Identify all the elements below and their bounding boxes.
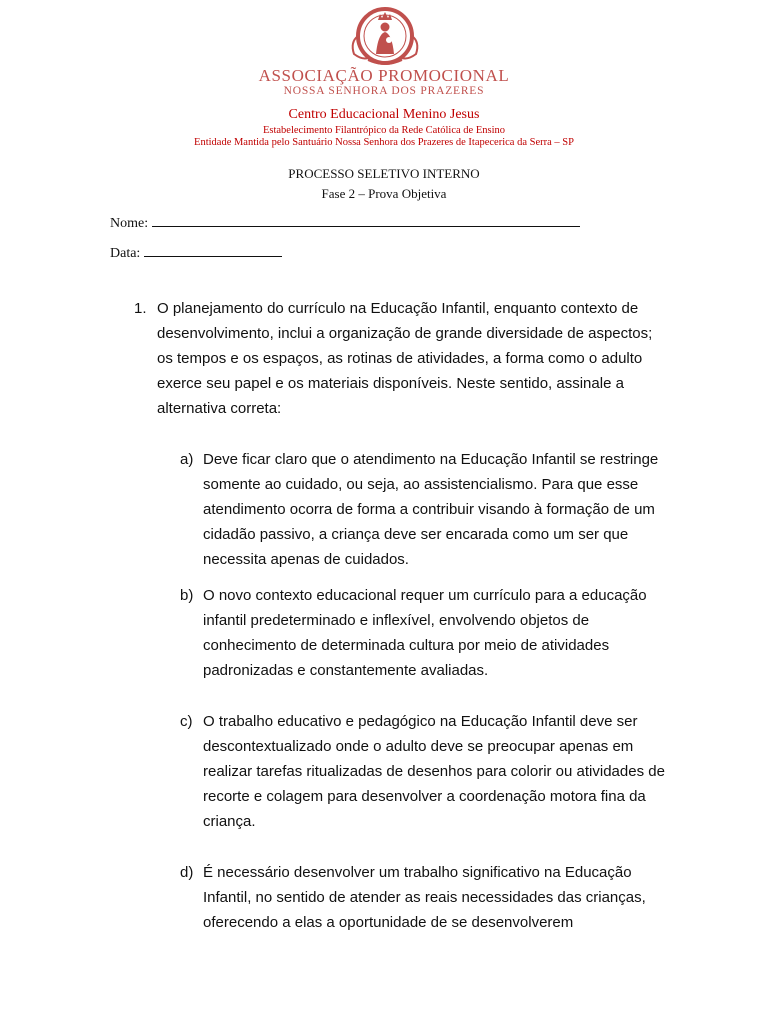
organization-name: ASSOCIAÇÃO PROMOCIONAL: [258, 66, 510, 85]
seal-logo-icon: [338, 2, 432, 72]
date-blank-line[interactable]: [144, 244, 282, 257]
question-text: O planejamento do currículo na Educação Infantil, enquanto contexto de desenvolvimento, inclui a organização de grande diversidade de aspectos; os tempos e os espaços, as rotinas de atividades, a forma como o adulto exerce seu papel e os materiais disponíveis. Neste sentido, assinale a alternativa correta:: [157, 300, 653, 417]
school-maintainer: Entidade Mantida pelo Santuário Nossa Senhora dos Prazeres de Itapecerica da Serra – SP: [194, 137, 574, 148]
name-field: [110, 214, 580, 233]
date-label: Data:: [110, 246, 141, 261]
option-b-text: O novo contexto educacional requer um currículo para a educação infantil predeterminado e inflexível, envolvendo objetos de conhecimento de determinada cultura por meio de atividades padronizadas e constantemente avaliadas.: [203, 587, 647, 679]
option-c-label: c): [180, 713, 193, 730]
option-d-label: d): [180, 864, 194, 881]
option-d-text: É necessário desenvolver um trabalho significativo na Educação Infantil, no sentido de atender as reais necessidades das crianças, oferecendo a elas a oportunidade de se desenvolverem: [203, 864, 646, 931]
exam-subtitle: Fase 2 – Prova Objetiva: [321, 186, 447, 201]
school-description: Estabelecimento Filantrópico da Rede Católica de Ensino: [262, 125, 505, 136]
organization-subtitle: NOSSA SENHORA DOS PRAZERES: [283, 85, 485, 97]
name-blank-line[interactable]: [152, 214, 580, 227]
question-number: 1.: [134, 300, 147, 317]
option-c-text: O trabalho educativo e pedagógico na Educação Infantil deve ser descontextualizado onde o adulto deve se preocupar apenas em realizar tarefas ritualizadas de desenhos para colorir ou atividades de recorte e colagem para desenvolver a coordenação motora fina da criança.: [203, 713, 665, 830]
date-field: [110, 244, 282, 263]
option-b-label: b): [180, 587, 194, 604]
exam-title: PROCESSO SELETIVO INTERNO: [288, 166, 480, 181]
school-name: Centro Educacional Menino Jesus: [288, 107, 480, 122]
option-a-text: Deve ficar claro que o atendimento na Educação Infantil se restringe somente ao cuidado, ou seja, ao assistencialismo. Para que esse atendimento ocorra de forma a contribuir visando à formação de um cidadão passivo, a criança deve ser encarada como um ser que necessita apenas de cuidados.: [203, 451, 659, 568]
option-a-label: a): [180, 451, 194, 468]
name-label: Nome:: [110, 216, 149, 231]
